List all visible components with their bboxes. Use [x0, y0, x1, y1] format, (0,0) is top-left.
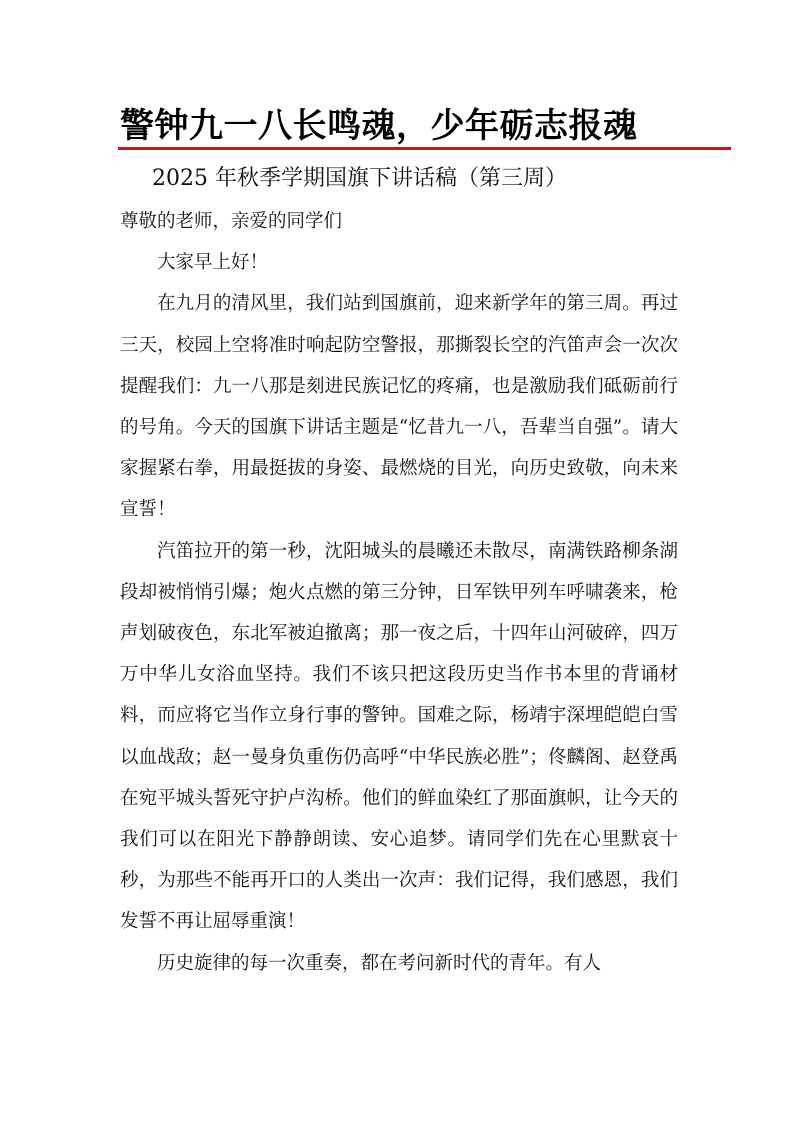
paragraph-history: 汽笛拉开的第一秒，沈阳城头的晨曦还未散尽，南满铁路柳条湖段却被悄悄引爆；炮火点燃的第三分钟，日军铁甲列车呼啸袭来，枪声划破夜色，东北军被迫撤离；那一夜之后，十四年山河破碎，四万万中华儿女浴血坚持。我们不该只把这段历史当作书本里的背诵材料，而应将它当作立身行事的警钟。国难之际，杨靖宇深埋皑皑白雪以血战敌；赵一曼身负重伤仍高呼“中华民族必胜”；佟麟阁、赵登禹在宛平城头誓死守护卢沟桥。他们的鲜血染红了那面旗帜，让今天的我们可以在阳光下静静朗读、安心追梦。请同学们先在心里默哀十秒，为那些不能再开口的人类出一次声：我们记得，我们感恩，我们发誓不再让屈辱重演！: [120, 540, 678, 933]
document-subtitle: 2025 年秋季学期国旗下讲话稿（第三周）: [152, 166, 567, 191]
paragraph-greeting: 大家早上好！: [157, 252, 269, 274]
paragraph-continuation: 历史旋律的每一次重奏，都在考问新时代的青年。有人: [157, 952, 602, 974]
salutation: 尊敬的老师，亲爱的同学们: [120, 211, 343, 232]
title-underline: [118, 147, 731, 150]
paragraph-intro: 在九月的清风里，我们站到国旗前，迎来新学年的第三周。再过三天，校园上空将准时响起防空警报，那撕裂长空的汽笛声会一次次提醒我们：九一八那是刻进民族记忆的疼痛，也是激励我们砥砺前行的号角。今天的国旗下讲话主题是“忆昔九一八，吾辈当自强”。请大家握紧右拳，用最挺拔的身姿、最燃烧的目光，向历史致敬，向未来宣誓！: [120, 293, 678, 521]
speech-body: [120, 201, 678, 984]
document-title: 警钟九一八长鸣魂，少年砺志报魂: [120, 106, 638, 146]
